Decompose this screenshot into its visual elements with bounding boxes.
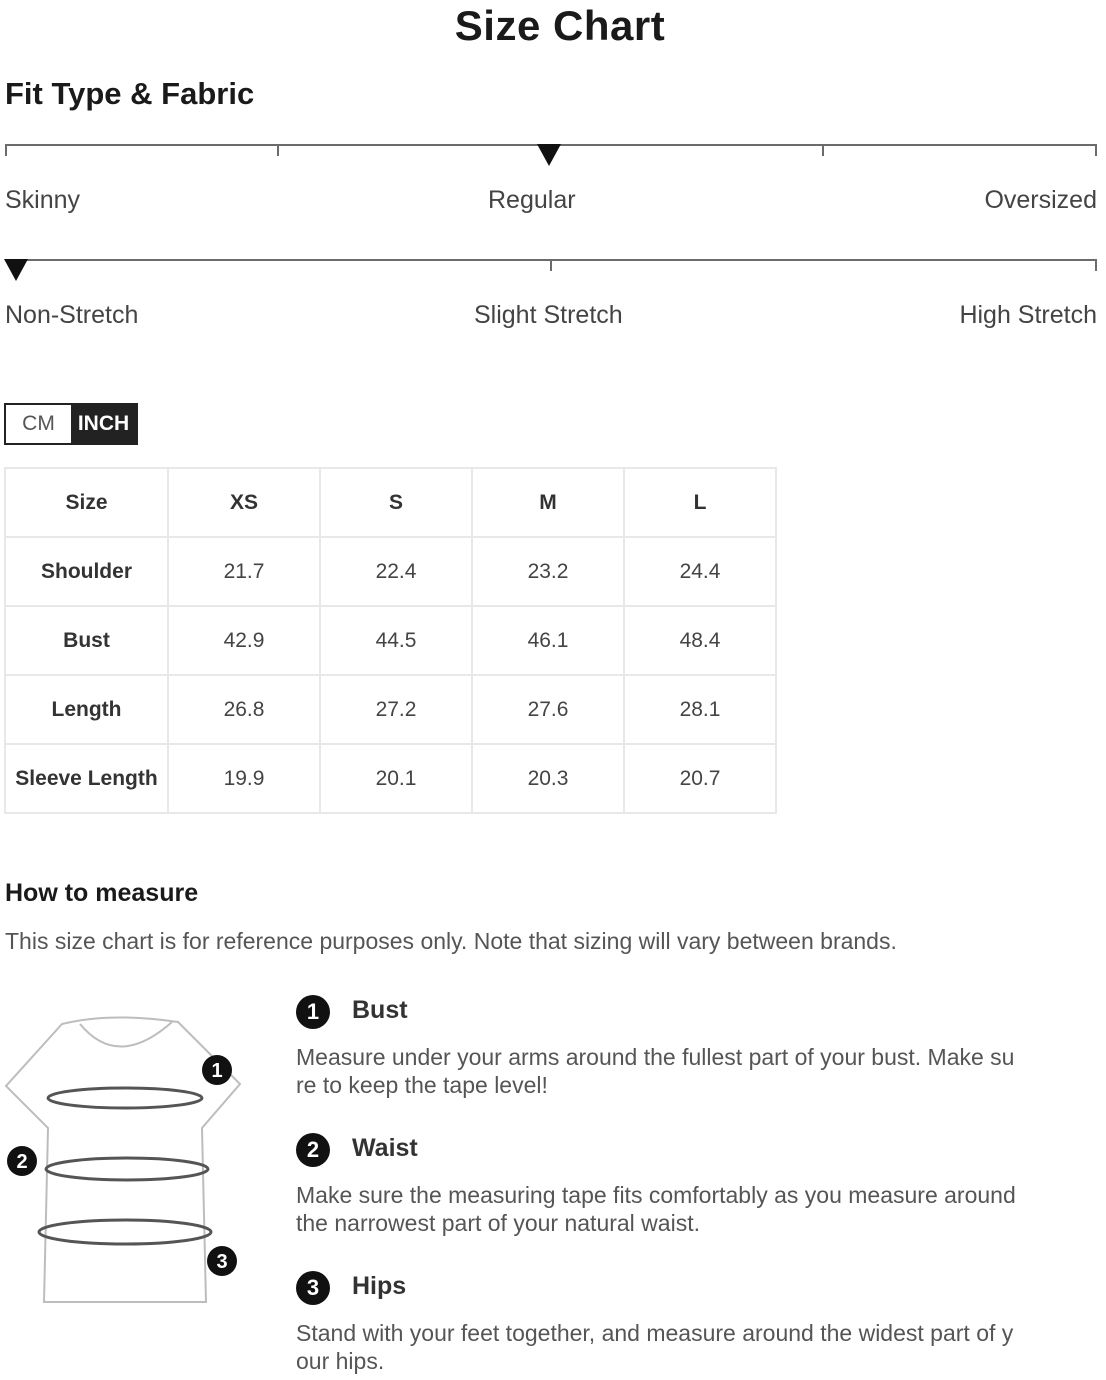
size-table	[4, 467, 777, 814]
how-to-measure-note: This size chart is for reference purposes only. Note that sizing will vary between brands.	[5, 928, 897, 954]
step-name: Bust	[352, 996, 408, 1024]
table-header-cell: L	[624, 468, 776, 537]
step-description: Measure under your arms around the fullest part of your bust. Make sure to keep the tape level!	[296, 1044, 1015, 1098]
table-header-cell: M	[472, 468, 624, 537]
step-name: Hips	[352, 1272, 407, 1300]
stretch-selected-marker-icon	[4, 259, 28, 281]
table-cell: 19.9	[168, 744, 320, 813]
bust-marker-icon	[202, 1055, 232, 1085]
table-row	[5, 744, 776, 813]
step-number-1-icon: 1	[296, 995, 330, 1029]
waist-marker-icon	[7, 1146, 37, 1176]
table-cell: 46.1	[472, 606, 624, 675]
table-cell: 20.1	[320, 744, 472, 813]
table-cell: 20.3	[472, 744, 624, 813]
table-header-row	[5, 468, 776, 537]
fit-scale-tick	[5, 144, 7, 156]
table-cell: 28.1	[624, 675, 776, 744]
table-cell: 22.4	[320, 537, 472, 606]
hips-marker-icon	[207, 1246, 237, 1276]
unit-toggle	[4, 403, 138, 445]
fit-scale-tick	[277, 144, 279, 156]
stretch-label-high-stretch: High Stretch	[959, 301, 1097, 329]
row-label: Sleeve Length	[5, 744, 168, 813]
table-cell: 21.7	[168, 537, 320, 606]
table-cell: 48.4	[624, 606, 776, 675]
t-shirt-outline	[6, 1017, 240, 1302]
fit-type-heading: Fit Type & Fabric	[5, 76, 255, 111]
table-header-cell: S	[320, 468, 472, 537]
fit-label-oversized: Oversized	[984, 186, 1097, 214]
stretch-label-non-stretch: Non-Stretch	[5, 301, 139, 329]
fit-scale-tick	[822, 144, 824, 156]
fit-selected-marker-icon	[537, 144, 561, 166]
unit-cm-button[interactable]: CM	[6, 405, 71, 443]
how-to-measure-title: How to measure	[5, 879, 199, 907]
step-description: Make sure the measuring tape fits comfortably as you measure around the narrowest part of your natural waist.	[296, 1182, 1016, 1236]
step-name: Waist	[352, 1134, 418, 1162]
step-number-3-icon: 3	[296, 1271, 330, 1305]
table-cell: 42.9	[168, 606, 320, 675]
row-label: Length	[5, 675, 168, 744]
table-row	[5, 537, 776, 606]
stretch-scale-tick	[550, 259, 552, 271]
table-cell: 44.5	[320, 606, 472, 675]
step-description: Stand with your feet together, and measure around the widest part of your hips.	[296, 1320, 1014, 1374]
fit-scale-tick	[1095, 144, 1097, 156]
step-number-2-icon: 2	[296, 1133, 330, 1167]
hips-marker-number: 3	[216, 1251, 228, 1273]
table-cell: 20.7	[624, 744, 776, 813]
table-cell: 23.2	[472, 537, 624, 606]
waist-marker-number: 2	[16, 1151, 28, 1173]
table-row	[5, 606, 776, 675]
t-shirt-icon	[0, 1010, 260, 1310]
fit-label-regular: Regular	[488, 186, 576, 214]
table-header-cell: Size	[5, 468, 168, 537]
table-cell: 27.2	[320, 675, 472, 744]
table-header-cell: XS	[168, 468, 320, 537]
table-cell: 24.4	[624, 537, 776, 606]
stretch-label-slight-stretch: Slight Stretch	[474, 301, 623, 329]
fit-label-skinny: Skinny	[5, 186, 81, 214]
table-cell: 27.6	[472, 675, 624, 744]
bust-marker-number: 1	[211, 1060, 223, 1082]
stretch-scale-tick	[1095, 259, 1097, 271]
table-cell: 26.8	[168, 675, 320, 744]
table-row	[5, 675, 776, 744]
page-title: Size Chart	[454, 2, 666, 49]
row-label: Bust	[5, 606, 168, 675]
unit-inch-button[interactable]: INCH	[71, 405, 136, 443]
row-label: Shoulder	[5, 537, 168, 606]
